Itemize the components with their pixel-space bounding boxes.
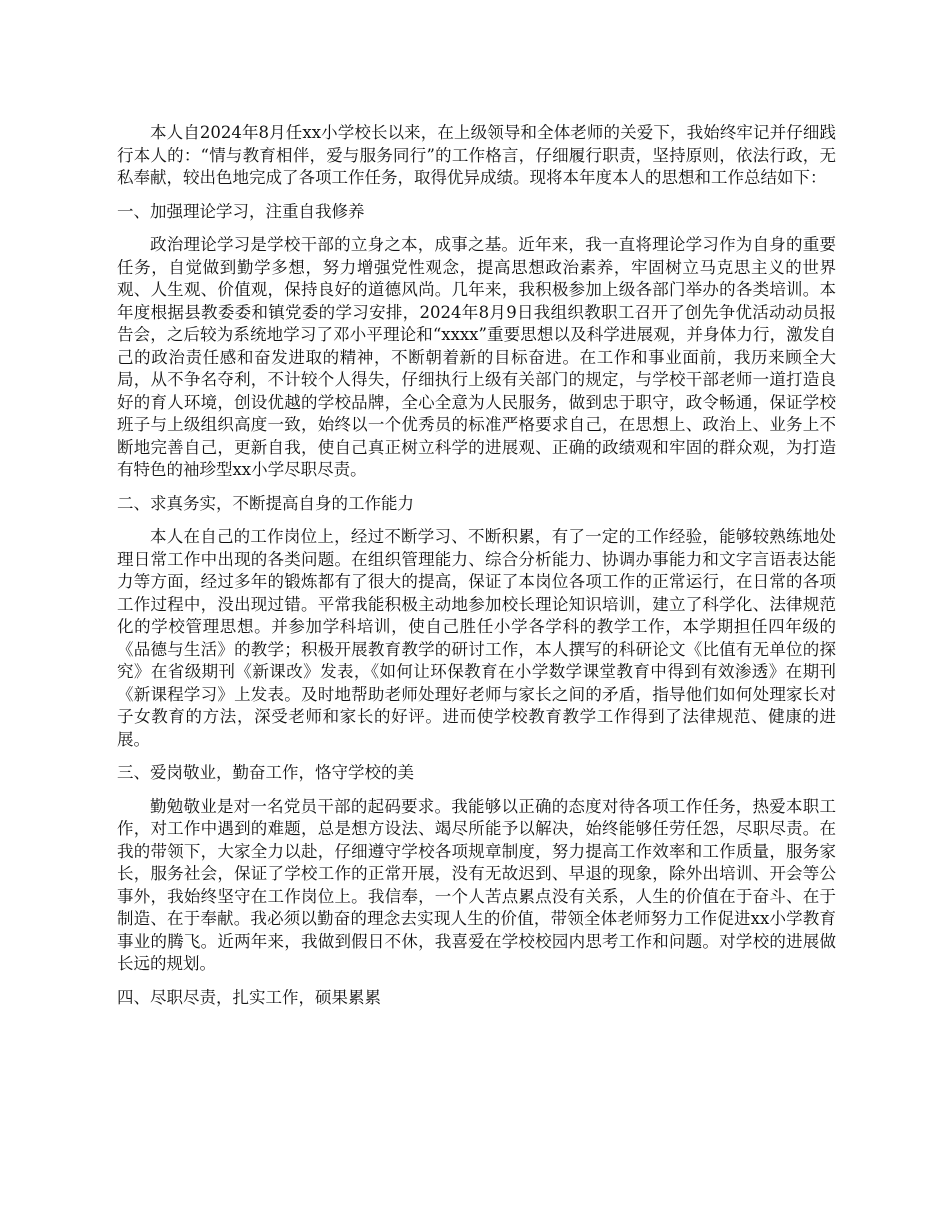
- document-page: [117, 122, 836, 1020]
- section-heading-4: 四、尽职尽责，扎实工作，硕果累累: [117, 987, 381, 1007]
- section-heading-2: 二、求真务实，不断提高自身的工作能力: [117, 493, 414, 513]
- section-body-2: 本人在自己的工作岗位上，经过不断学习、不断积累，有了一定的工作经验，能够较熟练地处理日常工作中出现的各类问题。在组织管理能力、综合分析能力、协调办事能力和文字言语表达能力等方面，经过多年的锻炼都有了很大的提高，保证了本岗位各项工作的正常运行，在日常的各项工作过程中，没出现过错。平常我能积极主动地参加校长理论知识培训，建立了科学化、法律规范化的学校管理思想。并参加学科培训，使自己胜任小学各学科的教学工作，本学期担任四年级的《品德与生活》的教学；积极开展教育教学的研讨工作，本人撰写的科研论文《比值有无单位的探究》在省级期刊《新课改》发表，《如何让环保教育在小学数学课堂教育中得到有效渗透》在期刊《新课程学习》上发表。及时地帮助老师处理好老师与家长之间的矛盾，指导他们如何处理家长对子女教育的方法，深受老师和家长的好评。进而使学校教育教学工作得到了法律规范、健康的进展。: [117, 527, 836, 749]
- section-heading-1: 一、加强理论学习，注重自我修养: [117, 201, 365, 221]
- section-body-1: 政治理论学习是学校干部的立身之本，成事之基。近年来，我一直将理论学习作为自身的重要任务，自觉做到勤学多想，努力增强党性观念，提高思想政治素养，牢固树立马克思主义的世界观、人生观、价值观，保持良好的道德风尚。几年来，我积极参加上级各部门举办的各类培训。本年度根据县教委委和镇党委的学习安排，2024年8月9日我组织教职工召开了创先争优活动动员报告会，之后较为系统地学习了邓小平理论和“xxxx”重要思想以及科学进展观，并身体力行，激发自己的政治责任感和奋发进取的精神，不断朝着新的目标奋进。在工作和事业面前，我历来顾全大局，从不争名夺利，不计较个人得失，仔细执行上级有关部门的规定，与学校干部老师一道打造良好的育人环境，创设优越的学校品牌，全心全意为人民服务，做到忠于职守，政令畅通，保证学校班子与上级组织高度一致，始终以一个优秀员的标准严格要求自己，在思想上、政治上、业务上不断地完善自己，更新自我，使自己真正树立科学的进展观、正确的政绩观和牢固的群众观，为打造有特色的袖珍型xx小学尽职尽责。: [117, 235, 836, 479]
- section-heading-3: 三、爱岗敬业，勤奋工作，恪守学校的美: [117, 763, 414, 782]
- section-body-3: 勤勉敬业是对一名党员干部的起码要求。我能够以正确的态度对待各项工作任务，热爱本职工作，对工作中遇到的难题，总是想方设法、竭尽所能予以解决，始终能够任劳任怨，尽职尽责。在我的带领下，大家全力以赴，仔细遵守学校各项规章制度，努力提高工作效率和工作质量，服务家长，服务社会，保证了学校工作的正常开展，没有无故迟到、早退的现象，除外出培训、开会等公事外，我始终坚守在工作岗位上。我信奉，一个人苦点累点没有关系，人生的价值在于奋斗、在于制造、在于奉献。我必须以勤奋的理念去实现人生的价值，带领全体老师努力工作促进xx小学教育事业的腾飞。近两年来，我做到假日不休，我喜爱在学校校园内思考工作和问题。对学校的进展做长远的规划。: [117, 796, 836, 973]
- intro-paragraph: 本人自2024年8月任xx小学校长以来，在上级领导和全体老师的关爱下，我始终牢记并仔细践行本人的：“情与教育相伴，爱与服务同行”的工作格言，仔细履行职责，坚持原则，依法行政，无私奉献，较出色地完成了各项工作任务，取得优异成绩。现将本年度本人的思想和工作总结如下：: [117, 123, 836, 187]
